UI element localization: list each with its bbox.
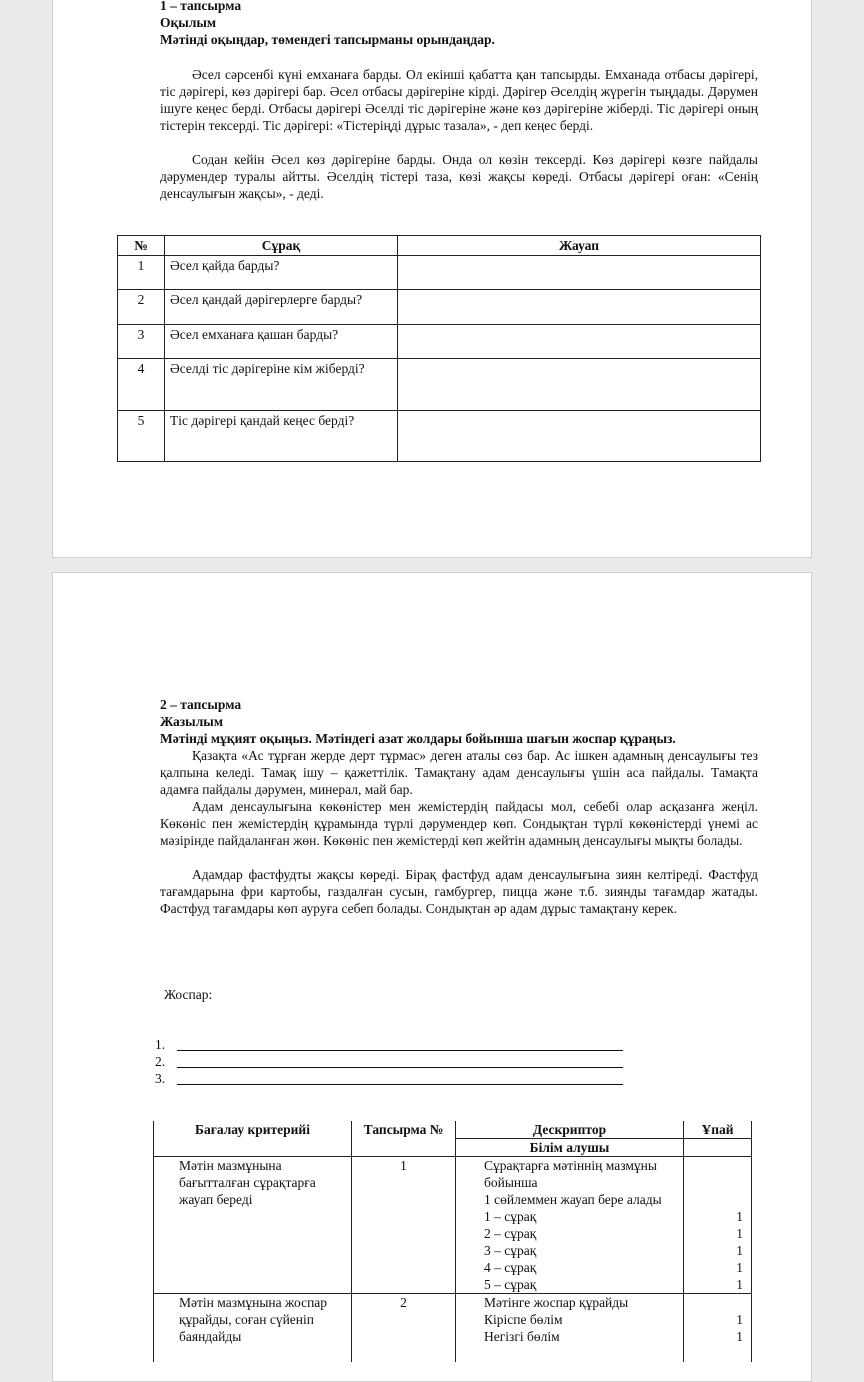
answer-cell[interactable] (398, 359, 761, 411)
criteria-header-task: Тапсырма № (352, 1121, 456, 1157)
descriptor-item: 2 – сұрақ (456, 1225, 684, 1242)
column-header-question: Сұрақ (165, 236, 398, 256)
answer-cell[interactable] (398, 256, 761, 290)
plan-write-line (177, 1050, 623, 1051)
criteria-table (153, 1121, 752, 1362)
task2-skill: Жазылым (160, 714, 224, 729)
task2-instruction: Мәтінді мұқият оқыңыз. Мәтіндегі азат жолдары бойынша шағын жоспар құраңыз. (160, 731, 676, 746)
row-number: 3 (118, 325, 165, 359)
criteria-header-criterion: Бағалау критерийі (154, 1121, 352, 1157)
plan-number: 3. (155, 1071, 166, 1086)
answer-cell[interactable] (398, 411, 761, 462)
descriptor-points: 1 (684, 1208, 752, 1225)
row-number: 1 (118, 256, 165, 290)
table-row (118, 290, 761, 325)
task2-number: 2 – тапсырма (160, 697, 242, 712)
plan-line[interactable] (155, 1053, 625, 1070)
criteria-header-learner: Білім алушы (456, 1139, 684, 1157)
row-question: Әсел қайда барды? (165, 256, 398, 290)
column-header-answer: Жауап (398, 236, 761, 256)
descriptor-line: Мәтінге жоспар құрайды (456, 1294, 684, 1312)
descriptor-item: Негізгі бөлім (456, 1328, 684, 1345)
row-question: Әсел емханаға қашан барды? (165, 325, 398, 359)
plan-line[interactable] (155, 1036, 625, 1053)
descriptor-points: 1 (684, 1328, 752, 1345)
criteria-row-1-criterion: Мәтін мазмұнына бағытталған сұрақтарға жауап береді (154, 1157, 352, 1294)
task1-number: 1 – тапсырма (160, 0, 242, 13)
plan-write-line (177, 1084, 623, 1085)
criteria-header-descriptor: Дескриптор (456, 1121, 684, 1139)
task2-paragraph-2: Адам денсаулығына көкөністер мен жемістердің пайдасы мол, себебі олар асқазанға жеңіл. Көкөніс пен жемістердің құрамында түрлі дәрумендер көп. Сондықтан түрлі көкөністерді үнемі ас мәзірінде пайдаланған жөн. Көкөніс пен жемістерді көп жейтін адамның денсаулығы мықты болады. (160, 799, 758, 848)
plan-write-line (177, 1067, 623, 1068)
row-question: Тіс дәрігері қандай кеңес берді? (165, 411, 398, 462)
question-table (117, 235, 761, 462)
document-page-2 (52, 572, 812, 1382)
criteria-row-1-task: 1 (352, 1157, 456, 1294)
descriptor-item: 1 – сұрақ (456, 1208, 684, 1225)
descriptor-points: 1 (684, 1259, 752, 1276)
descriptor-points: 1 (684, 1225, 752, 1242)
row-question: Әселді тіс дәрігеріне кім жіберді? (165, 359, 398, 411)
row-question: Әсел қандай дәрігерлерге барды? (165, 290, 398, 325)
plan-number: 1. (155, 1037, 166, 1052)
row-number: 2 (118, 290, 165, 325)
descriptor-item: 4 – сұрақ (456, 1259, 684, 1276)
descriptor-points: 1 (684, 1276, 752, 1293)
plan-number: 2. (155, 1054, 166, 1069)
descriptor-points: 1 (684, 1242, 752, 1259)
descriptor-points: 1 (684, 1311, 752, 1328)
task1-paragraph-1: Әсел сәрсенбі күні емханаға барды. Ол екінші қабатта қан тапсырды. Емханада отбасы дәрігері, тіс дәрігері, көз дәрігері бар. Әсел отбасы дәрігеріне кірді. Дәрігер Әселдің жүрегін тыңдады. Дәрумен ішуге кеңес берді. Отбасы дәрігері Әселді тіс дәрігеріне және көз дәрігеріне жіберді. Тіс дәрігері оның тістерін тексерді. Тіс дәрігері: «Тістеріңді дұрыс тазала», - деп кеңес берді. (160, 67, 758, 133)
table-row (118, 325, 761, 359)
column-header-number: № (118, 236, 165, 256)
task1-skill: Оқылым (160, 15, 217, 30)
answer-cell[interactable] (398, 325, 761, 359)
table-row (118, 256, 761, 290)
criteria-row-2-criterion: Мәтін мазмұнына жоспар құрайды, соған сүйеніп баяндайды (154, 1294, 352, 1363)
descriptor-item: 5 – сұрақ (456, 1276, 684, 1293)
plan-label: Жоспар: (164, 987, 213, 1002)
descriptor-line: Сұрақтарға мәтіннің мазмұны бойынша (456, 1157, 684, 1192)
criteria-row-2-task: 2 (352, 1294, 456, 1363)
row-number: 5 (118, 411, 165, 462)
task2-paragraph-1: Қазақта «Ас тұрған жерде дерт тұрмас» деген аталы сөз бар. Ас ішкен адамның денсаулығы тез қалпына келеді. Тамақ ішу – қажеттілік. Тамақтану адам денсаулығы үшін аса пайдалы. Тамақта адамға пайдалы дәрумен, минерал, май бар. (160, 748, 758, 797)
answer-cell[interactable] (398, 290, 761, 325)
plan-line[interactable] (155, 1070, 625, 1087)
criteria-header-points: Ұпай (684, 1121, 752, 1139)
descriptor-item: Кіріспе бөлім (456, 1311, 684, 1328)
descriptor-item: 3 – сұрақ (456, 1242, 684, 1259)
table-row (118, 411, 761, 462)
row-number: 4 (118, 359, 165, 411)
table-row (118, 359, 761, 411)
task2-paragraph-3: Адамдар фастфудты жақсы көреді. Бірақ фастфуд адам денсаулығына зиян келтіреді. Фастфуд тағамдарына фри картобы, газдалған сусын, гамбургер, пицца және т.б. зиянды тағамдар жатады. Фастфуд тағамдары көп ауруға себеп болады. Сондықтан әр адам дұрыс тамақтану керек. (160, 867, 758, 916)
task1-paragraph-2: Содан кейін Әсел көз дәрігеріне барды. Онда ол көзін тексерді. Көз дәрігері көзге пайдалы дәрумендер туралы айтты. Әселдің тістері таза, көзі жақсы көреді. Отбасы дәрігері оған: «Сенің денсаулығын жақсы», - деді. (160, 152, 758, 201)
document-page-1 (52, 0, 812, 558)
task1-instruction: Мәтінді оқыңдар, төмендегі тапсырманы орындаңдар. (160, 32, 495, 47)
descriptor-line: 1 сөйлеммен жауап бере алады (456, 1191, 684, 1208)
